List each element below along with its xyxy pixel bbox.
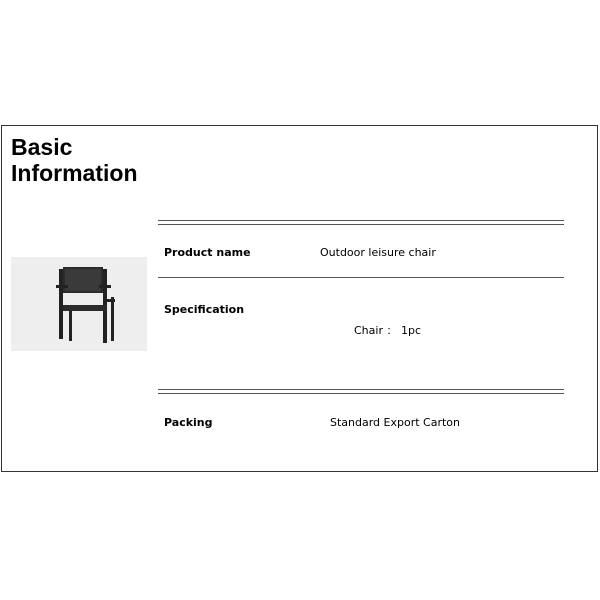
specification-label: Specification [164,303,245,316]
divider-before-packing [158,389,564,394]
section-title-line2: Information [11,160,138,186]
section-title [11,134,171,186]
chair-rail [107,299,115,302]
chair-right-arm [99,285,111,288]
specification-value: Chair ： 1pc [354,324,421,337]
section-title-line1: Basic [11,134,73,160]
chair-image [11,257,147,351]
chair-left-post [59,269,63,339]
basic-information-card [1,125,598,472]
chair-left-arm [56,285,68,288]
product-photo [11,257,147,351]
packing-value: Standard Export Carton [330,416,461,429]
divider-after-product [158,277,564,278]
chair-right-leg [111,297,114,341]
chair-backrest-mesh [65,269,101,291]
chair-seat [63,305,107,311]
product-name-label: Product name [164,246,251,259]
product-name-value: Outdoor leisure chair [320,246,436,259]
packing-label: Packing [164,416,213,429]
divider-top [158,220,564,225]
chair-left-leg [69,311,72,341]
